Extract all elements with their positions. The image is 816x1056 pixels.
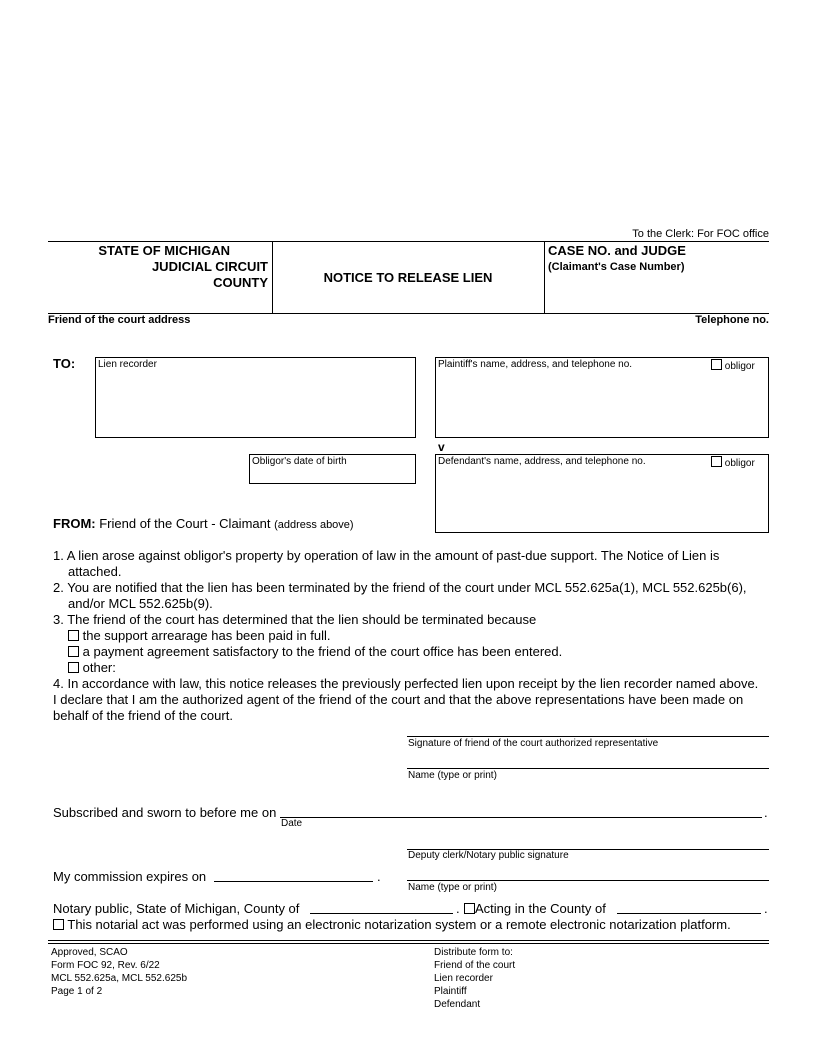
electronic-label: This notarial act was performed using an electronic notarization system or a remote electronic notarization platform. xyxy=(67,917,731,932)
case-no-label: CASE NO. and JUDGE xyxy=(548,243,686,258)
option-other xyxy=(68,660,116,676)
lien-recorder-label: Lien recorder xyxy=(98,359,157,370)
signature-line[interactable] xyxy=(407,736,769,737)
commission-line[interactable] xyxy=(214,881,373,882)
distribute-label: Distribute form to: xyxy=(434,947,513,958)
subscribed-label: Subscribed and sworn to before me on xyxy=(53,805,277,820)
clerk-note: To the Clerk: For FOC office xyxy=(632,228,769,240)
item-4: 4. In accordance with law, this notice releases the previously perfected lien upon receipt by the lien recorder named above. xyxy=(53,676,759,691)
acting-county-line[interactable] xyxy=(617,913,761,914)
distribute-lien-recorder: Lien recorder xyxy=(434,973,493,984)
from-line xyxy=(53,516,354,531)
footer-rule-2 xyxy=(48,943,769,944)
name-line-2[interactable] xyxy=(407,880,769,881)
paid-in-full-label: the support arrearage has been paid in full. xyxy=(82,628,331,643)
electronic-checkbox[interactable] xyxy=(53,919,64,930)
dob-label: Obligor's date of birth xyxy=(252,456,347,467)
item-2-line-2: and/or MCL 552.625b(9). xyxy=(68,596,213,611)
distribute-foc: Friend of the court xyxy=(434,960,516,971)
commission-label: My commission expires on xyxy=(53,869,207,884)
from-label: FROM: xyxy=(53,516,96,531)
defendant-box[interactable] xyxy=(435,454,769,533)
option-payment-agreement xyxy=(68,644,562,660)
plaintiff-obligor-option xyxy=(711,359,755,372)
commission-period: . xyxy=(377,869,381,884)
telephone-label: Telephone no. xyxy=(695,314,769,326)
item-3: 3. The friend of the court has determined that the lien should be terminated because xyxy=(53,612,537,627)
notary-label: Notary public, State of Michigan, County of xyxy=(53,901,300,916)
subscribed-date-line[interactable] xyxy=(280,817,762,818)
dob-box[interactable] xyxy=(249,454,416,484)
other-checkbox[interactable] xyxy=(68,662,79,673)
to-label: TO: xyxy=(53,356,76,371)
electronic-option xyxy=(53,917,731,933)
plaintiff-box[interactable] xyxy=(435,357,769,438)
distribute-defendant: Defendant xyxy=(434,999,481,1010)
from-note: (address above) xyxy=(274,519,354,531)
item-1-line-2: attached. xyxy=(68,564,122,579)
state-label: STATE OF MICHIGAN xyxy=(98,243,230,258)
declaration-line-1: I declare that I am the authorized agent of the friend of the court and that the above representations have been made on xyxy=(53,692,744,707)
header-divider-right xyxy=(544,241,545,313)
versus-label: v xyxy=(438,440,445,454)
defendant-obligor-checkbox[interactable] xyxy=(711,456,722,467)
from-text: Friend of the Court - Claimant xyxy=(99,516,271,531)
plaintiff-obligor-checkbox[interactable] xyxy=(711,359,722,370)
plaintiff-label: Plaintiff's name, address, and telephone no. xyxy=(438,359,633,370)
declaration-line-2: behalf of the friend of the court. xyxy=(53,708,233,723)
name-label: Name (type or print) xyxy=(408,770,497,781)
header-top-rule xyxy=(48,241,769,242)
defendant-obligor-label: obligor xyxy=(724,458,755,469)
item-2-line-1: 2. You are notified that the lien has been terminated by the friend of the court under MCL 552.625a(1), MCL 552.625b(6), xyxy=(53,580,747,595)
signature-label: Signature of friend of the court authorized representative xyxy=(408,738,659,749)
payment-agreement-checkbox[interactable] xyxy=(68,646,79,657)
lien-recorder-box[interactable] xyxy=(95,357,416,438)
other-label: other: xyxy=(82,660,116,675)
case-no-sub: (Claimant's Case Number) xyxy=(548,261,685,273)
footer-rule-1 xyxy=(48,940,769,941)
footer-distribution xyxy=(434,946,515,1011)
circuit-label: JUDICIAL CIRCUIT xyxy=(151,259,268,274)
payment-agreement-label: a payment agreement satisfactory to the friend of the court office has been entered. xyxy=(82,644,563,659)
notary-county-line[interactable] xyxy=(310,913,453,914)
deputy-label: Deputy clerk/Notary public signature xyxy=(408,850,569,861)
name-label-2: Name (type or print) xyxy=(408,882,497,893)
date-label: Date xyxy=(281,818,303,829)
acting-label: Acting in the County of xyxy=(475,901,606,916)
plaintiff-obligor-label: obligor xyxy=(724,361,755,372)
subscribed-period: . xyxy=(764,805,768,820)
item-1-line-1: 1. A lien arose against obligor's property by operation of law in the amount of past-due support. The Notice of Lien is xyxy=(53,548,720,563)
paid-in-full-checkbox[interactable] xyxy=(68,630,79,641)
option-paid-in-full xyxy=(68,628,331,644)
footer-mcl: MCL 552.625a, MCL 552.625b xyxy=(51,973,188,984)
distribute-plaintiff: Plaintiff xyxy=(434,986,467,997)
acting-checkbox[interactable] xyxy=(464,903,475,914)
form-title: NOTICE TO RELEASE LIEN xyxy=(323,270,493,285)
footer-form: Form FOC 92, Rev. 6/22 xyxy=(51,960,160,971)
defendant-obligor-option xyxy=(711,456,755,469)
footer-page: Page 1 of 2 xyxy=(51,986,103,997)
footer-approved: Approved, SCAO xyxy=(51,947,128,958)
acting-option xyxy=(464,901,606,917)
acting-period: . xyxy=(764,901,768,916)
foc-address-label: Friend of the court address xyxy=(48,314,191,326)
name-line[interactable] xyxy=(407,768,769,769)
notary-period: . xyxy=(456,901,460,916)
defendant-label: Defendant's name, address, and telephone no. xyxy=(438,456,646,467)
county-label: COUNTY xyxy=(213,275,268,290)
footer-left xyxy=(51,946,187,998)
